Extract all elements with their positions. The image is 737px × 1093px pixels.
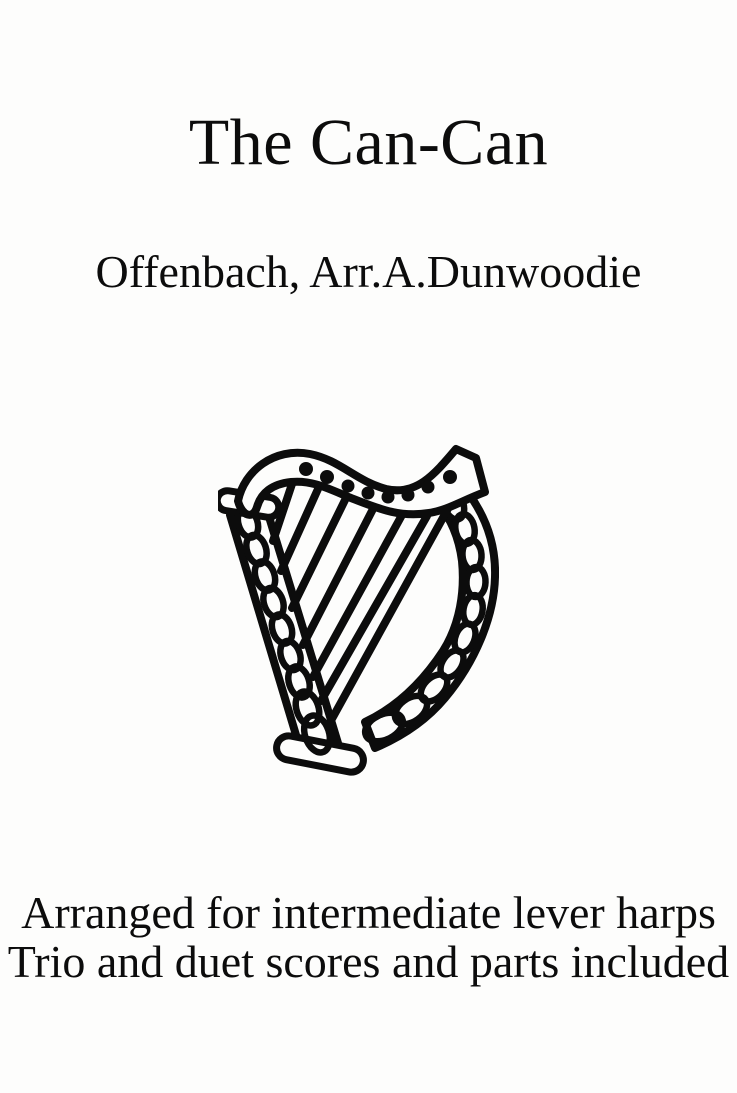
arrangement-line-1: Arranged for intermediate lever harps xyxy=(21,887,716,938)
piece-title: The Can-Can xyxy=(188,106,549,179)
celtic-harp-icon xyxy=(218,431,499,778)
composer-arranger-line: Offenbach, Arr.A.Dunwoodie xyxy=(95,246,642,297)
harp-illustration xyxy=(218,431,499,778)
arrangement-line-2: Trio and duet scores and parts included xyxy=(7,936,730,987)
arrangement-description xyxy=(0,888,737,986)
